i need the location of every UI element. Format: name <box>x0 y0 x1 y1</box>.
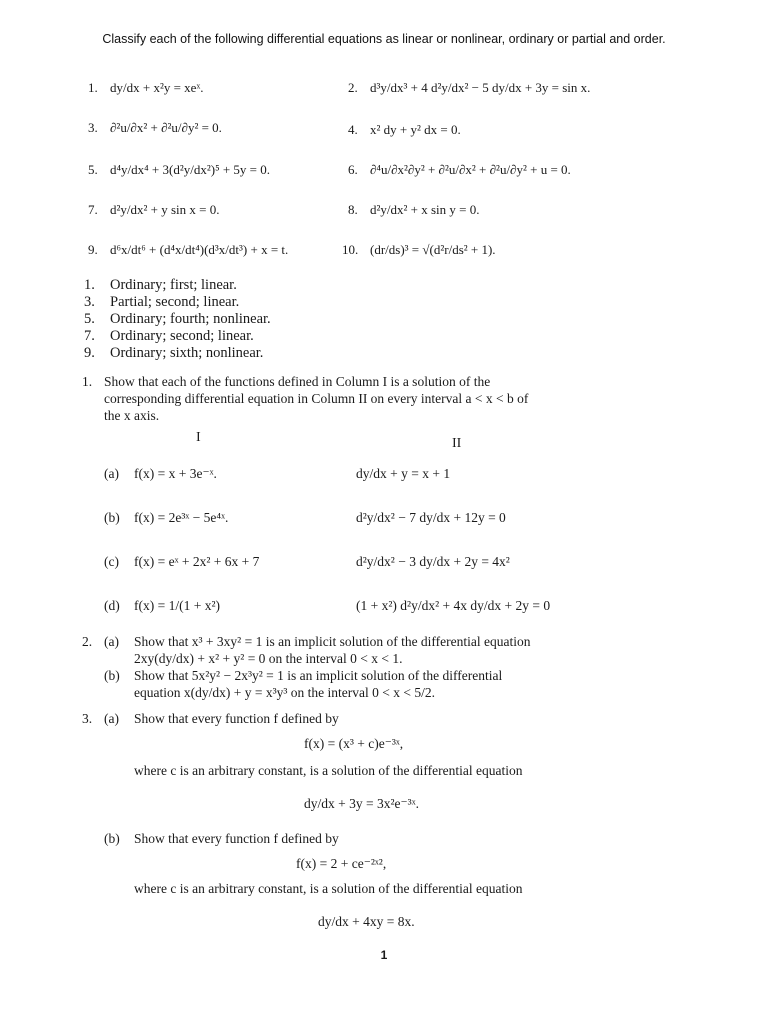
problem-1-text-line2: corresponding differential equation in Column II on every interval a < x < b of <box>104 391 529 406</box>
row-c-function: f(x) = eˣ + 2x² + 6x + 7 <box>134 554 260 569</box>
equation-2: 2. d³y/dx³ + 4 d²y/dx² − 5 dy/dx + 3y = sin x. <box>348 80 591 95</box>
row-c-label: (c) <box>104 554 119 569</box>
equation-7: 7. d²y/dx² + y sin x = 0. <box>88 202 220 217</box>
problem-3a-function: f(x) = (x³ + c)e⁻³ˣ, <box>304 736 404 751</box>
row-d-function: f(x) = 1/(1 + x²) <box>134 598 221 613</box>
problem-2-number: 2. <box>82 634 93 649</box>
answer-7: 7. Ordinary; second; linear. <box>84 328 254 344</box>
row-b-equation: d²y/dx² − 7 dy/dx + 12y = 0 <box>356 510 506 525</box>
page-number: 1 <box>380 948 388 962</box>
problem-3b-intro: Show that every function f defined by <box>134 831 339 846</box>
row-a-label: (a) <box>104 466 119 481</box>
equation-5: 5. d⁴y/dx⁴ + 3(d²y/dx²)⁵ + 5y = 0. <box>88 162 271 177</box>
problem-3a-label: (a) <box>104 711 119 726</box>
problem-3b-equation: dy/dx + 4xy = 8x. <box>318 914 415 929</box>
problem-2b-label: (b) <box>104 668 120 683</box>
equation-1: 1. dy/dx + x²y = xeˣ. <box>88 80 204 95</box>
problem-1-number: 1. <box>82 374 93 389</box>
answer-9: 9. Ordinary; sixth; nonlinear. <box>84 345 264 361</box>
problem-2a-line2: 2xy(dy/dx) + x² + y² = 0 on the interval 0 < x < 1. <box>134 651 403 666</box>
row-a-equation: dy/dx + y = x + 1 <box>356 466 451 481</box>
column-2-heading: II <box>452 436 462 451</box>
answer-1: 1. Ordinary; first; linear. <box>84 277 237 293</box>
problem-3b-label: (b) <box>104 831 120 846</box>
row-a-function: f(x) = x + 3e⁻ˣ. <box>134 466 217 481</box>
equation-3: 3. ∂²u/∂x² + ∂²u/∂y² = 0. <box>88 120 222 135</box>
row-b-function: f(x) = 2e³ˣ − 5e⁴ˣ. <box>134 510 229 525</box>
problem-3b-function: f(x) = 2 + ce⁻²ˣ², <box>296 856 387 871</box>
page-title: Classify each of the following differential equations as linear or nonlinear, ordinary or partial and order. <box>102 32 666 46</box>
row-b-label: (b) <box>104 510 120 525</box>
problem-3b-where: where c is an arbitrary constant, is a solution of the differential equation <box>134 881 523 896</box>
answer-5: 5. Ordinary; fourth; nonlinear. <box>84 311 271 327</box>
problem-1-text-line1: Show that each of the functions defined in Column I is a solution of the <box>104 374 491 389</box>
equation-9: 9. d⁶x/dt⁶ + (d⁴x/dt⁴)(d³x/dt³) + x = t. <box>88 242 289 257</box>
problem-1-text-line3: the x axis. <box>104 408 160 423</box>
row-c-equation: d²y/dx² − 3 dy/dx + 2y = 4x² <box>356 554 510 569</box>
column-1-heading: I <box>196 430 201 445</box>
equation-8: 8. d²y/dx² + x sin y = 0. <box>348 202 480 217</box>
problem-2b-line1: Show that 5x²y² − 2x³y² = 1 is an implicit solution of the differential <box>134 668 503 683</box>
problem-2b-line2: equation x(dy/dx) + y = x³y³ on the interval 0 < x < 5/2. <box>134 685 436 700</box>
problem-3a-intro: Show that every function f defined by <box>134 711 339 726</box>
problem-3-number: 3. <box>82 711 93 726</box>
row-d-equation: (1 + x²) d²y/dx² + 4x dy/dx + 2y = 0 <box>356 598 551 613</box>
equation-10: 10. (dr/ds)³ = √(d²r/ds² + 1). <box>342 242 496 257</box>
problem-2a-label: (a) <box>104 634 119 649</box>
problem-2a-line1: Show that x³ + 3xy² = 1 is an implicit solution of the differential equation <box>134 634 531 649</box>
problem-3a-where: where c is an arbitrary constant, is a solution of the differential equation <box>134 763 523 778</box>
problem-3a-equation: dy/dx + 3y = 3x²e⁻³ˣ. <box>304 796 419 811</box>
equation-6: 6. ∂⁴u/∂x²∂y² + ∂²u/∂x² + ∂²u/∂y² + u = 0. <box>348 162 571 177</box>
answer-3: 3. Partial; second; linear. <box>84 294 240 310</box>
row-d-label: (d) <box>104 598 120 613</box>
equation-4: 4. x² dy + y² dx = 0. <box>348 122 461 137</box>
